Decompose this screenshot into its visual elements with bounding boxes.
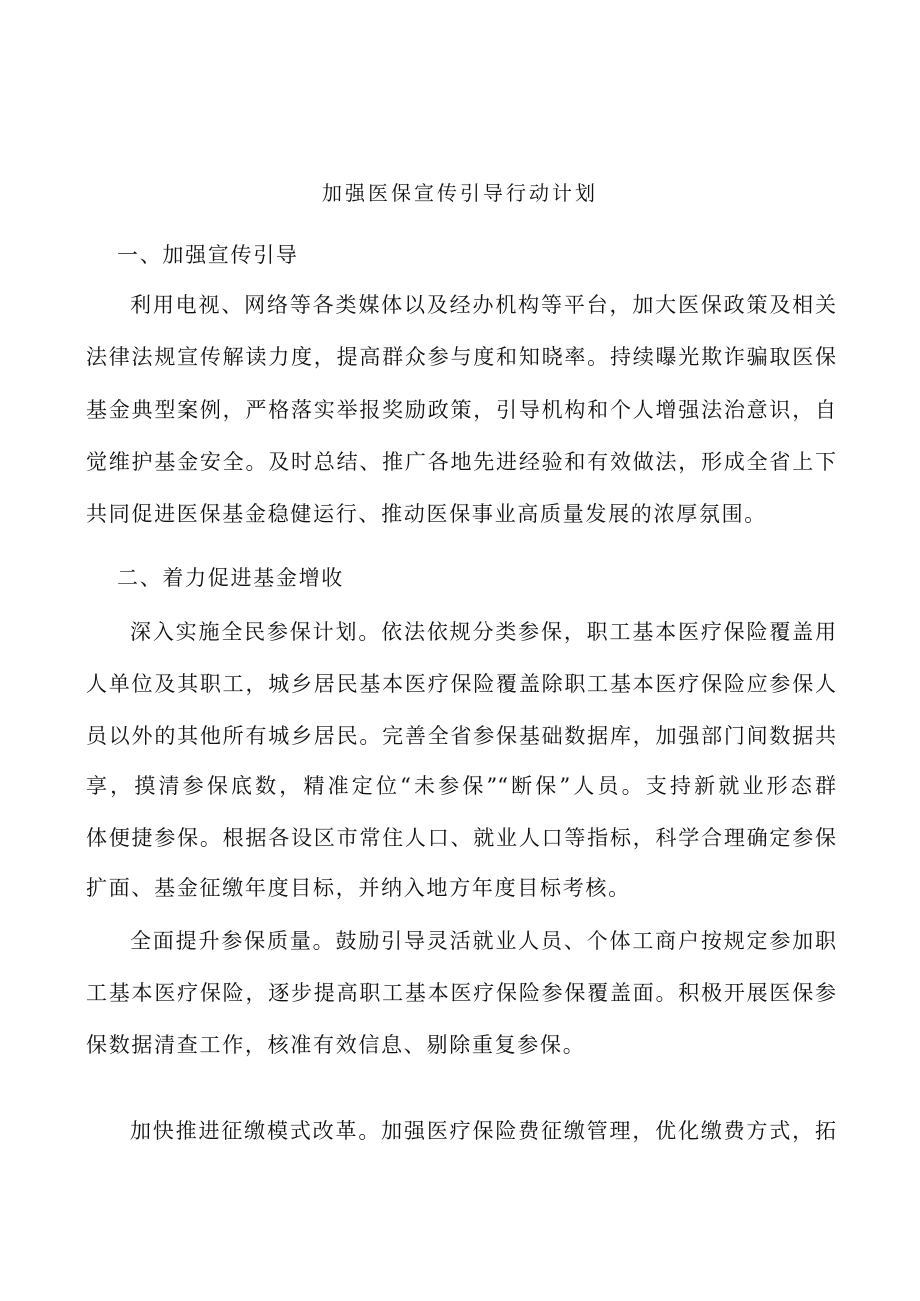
section-heading: 二、着力促进基金增收 [117,566,344,590]
paragraph-line: 人单位及其职工，城乡居民基本医疗保险覆盖除职工基本医疗保险应参保人 [86,672,836,696]
paragraph-line: 加快推进征缴模式改革。加强医疗保险费征缴管理，优化缴费方式，拓 [130,1119,836,1143]
document-title: 加强医保宣传引导行动计划 [322,181,598,205]
paragraph-line: 利用电视、网络等各类媒体以及经办机构等平台，加大医保政策及相关 [130,293,836,317]
section-heading: 一、加强宣传引导 [117,243,299,267]
paragraph-line: 共同促进医保基金稳健运行、推动医保事业高质量发展的浓厚氛围。 [86,502,767,526]
paragraph-line: 保数据清查工作，核准有效信息、剔除重复参保。 [86,1033,586,1057]
paragraph-line: 法律法规宣传解读力度，提高群众参与度和知晓率。持续曝光欺诈骗取医保 [86,345,836,369]
paragraph-line: 工基本医疗保险，逐步提高职工基本医疗保险参保覆盖面。积极开展医保参 [86,981,836,1005]
paragraph-line: 基金典型案例，严格落实举报奖励政策，引导机构和个人增强法治意识，自 [86,398,836,422]
paragraph-line: 觉维护基金安全。及时总结、推广各地先进经验和有效做法，形成全省上下 [86,450,836,474]
paragraph-line: 享，摸清参保底数，精准定位“未参保”“断保”人员。支持新就业形态群 [86,774,836,798]
paragraph-line: 全面提升参保质量。鼓励引导灵活就业人员、个体工商户按规定参加职 [130,929,836,953]
paragraph-line: 深入实施全民参保计划。依法依规分类参保，职工基本医疗保险覆盖用 [130,620,836,644]
paragraph-line: 体便捷参保。根据各设区市常住人口、就业人口等指标，科学合理确定参保 [86,826,836,850]
paragraph-line: 员以外的其他所有城乡居民。完善全省参保基础数据库，加强部门间数据共 [86,724,836,748]
paragraph-line: 扩面、基金征缴年度目标，并纳入地方年度目标考核。 [86,876,631,900]
